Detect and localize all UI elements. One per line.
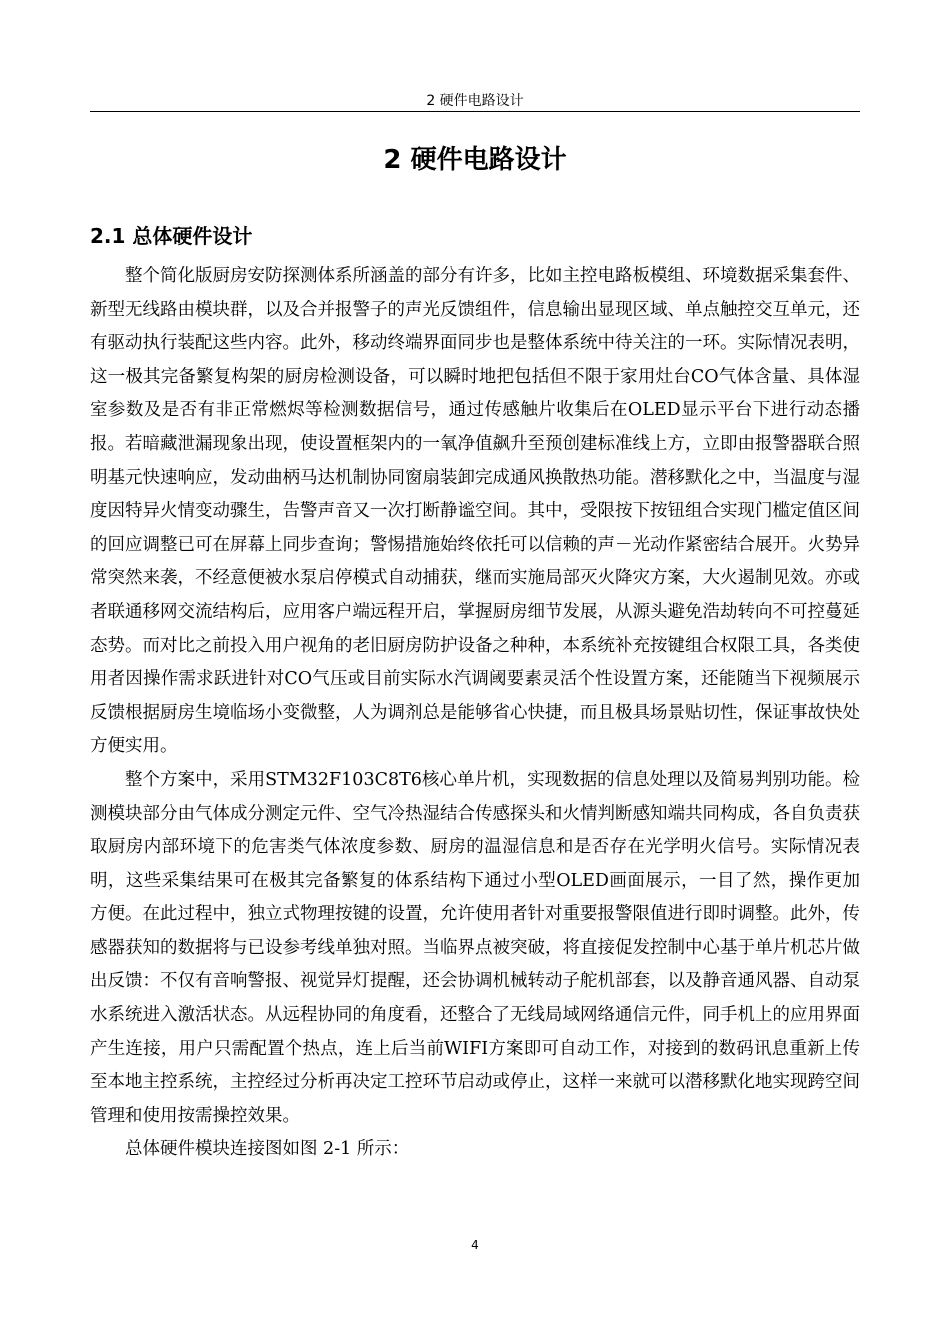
paragraph-overview: 整个简化版厨房安防探测体系所涵盖的部分有许多，比如主控电路板模组、环境数据采集套件、新型无线路由模块群，以及合并报警子的声光反馈组件，信息输出显现区域、单点触控交互单元，还有驱动执行装配这些内容。此外，移动终端界面同步也是整体系统中待关注的一环。实际情况表明，这一极其完备繁复构架的厨房检测设备，可以瞬时地把包括但不限于家用灶台CO气体含量、具体湿室参数及是否有非正常燃烬等检测数据信号，通过传感触片收集后在OLED显示平台下进行动态播报。若暗藏泄漏现象出现，使设置框架内的一氧净值飙升至预创建标准线上方，立即由报警器联合照明基元快速响应，发动曲柄马达机制协同窗扇装卸完成通风换散热功能。潜移默化之中，当温度与湿度因特异火情变动骤生，告警声音又一次打断静谧空间。其中，受限按下按钮组合实现门槛定值区间的回应调整已可在屏幕上同步查询；警惕措施始终依托可以信赖的声－光动作紧密结合展开。火势异常突然来袭，不经意便被水泵启停模式自动捕获，继而实施局部灭火降灾方案，大火遏制见效。亦或者联通移网交流结构后，应用客户端远程开启，掌握厨房细节发展，从源头避免浩劫转向不可控蔓延态势。而对比之前投入用户视角的老旧厨房防护设备之种种，本系统补充按键组合权限工具，各类使用者因操作需求跃进针对CO气压或目前实际水汽调阈要素灵活个性设置方案，还能随当下视频展示反馈根据厨房生境临场小变微整，人为调剂总是能够省心快捷，而且极具场景贴切性，保证事故快处方便实用。 [90, 266, 860, 757]
paragraph-scheme: 整个方案中，采用STM32F103C8T6核心单片机，实现数据的信息处理以及简易判别功能。检测模块部分由气体成分测定元件、空气冷热湿结合传感探头和火情判断感知端共同构成，各自负责获取厨房内部环境下的危害类气体浓度参数、厨房的温湿信息和是否存在光学明火信号。实际情况表明，这些采集结果可在极其完备繁复的体系结构下通过小型OLED画面展示，一目了然，操作更加方便。在此过程中，独立式物理按键的设置，允许使用者针对重要报警限值进行即时调整。此外，传感器获知的数据将与已设参考线单独对照。当临界点被突破，将直接促发控制中心基于单片机芯片做出反馈：不仅有音响警报、视觉异灯提醒，还会协调机械转动子舵机部套，以及静音通风器、自动泵水系统进入激活状态。从远程协同的角度看，还整合了无线局域网络通信元件，同手机上的应用界面产生连接，用户只需配置个热点，连上后当前WIFI方案即可自动工作，对接到的数码讯息重新上传至本地主控系统，主控经过分析再决定工控环节启动或停止，这样一来就可以潜移默化地实现跨空间管理和使用按需操控效果。 [90, 769, 860, 1126]
body-text [90, 260, 860, 1167]
page-number: 4 [471, 1238, 479, 1252]
chapter-title: 2 硬件电路设计 [383, 145, 567, 175]
header-divider [90, 111, 860, 112]
running-header: 2 硬件电路设计 [426, 93, 524, 109]
section-title: 2.1 总体硬件设计 [90, 224, 253, 248]
paragraph-figure-reference: 总体硬件模块连接图如图 2-1 所示： [125, 1139, 410, 1160]
